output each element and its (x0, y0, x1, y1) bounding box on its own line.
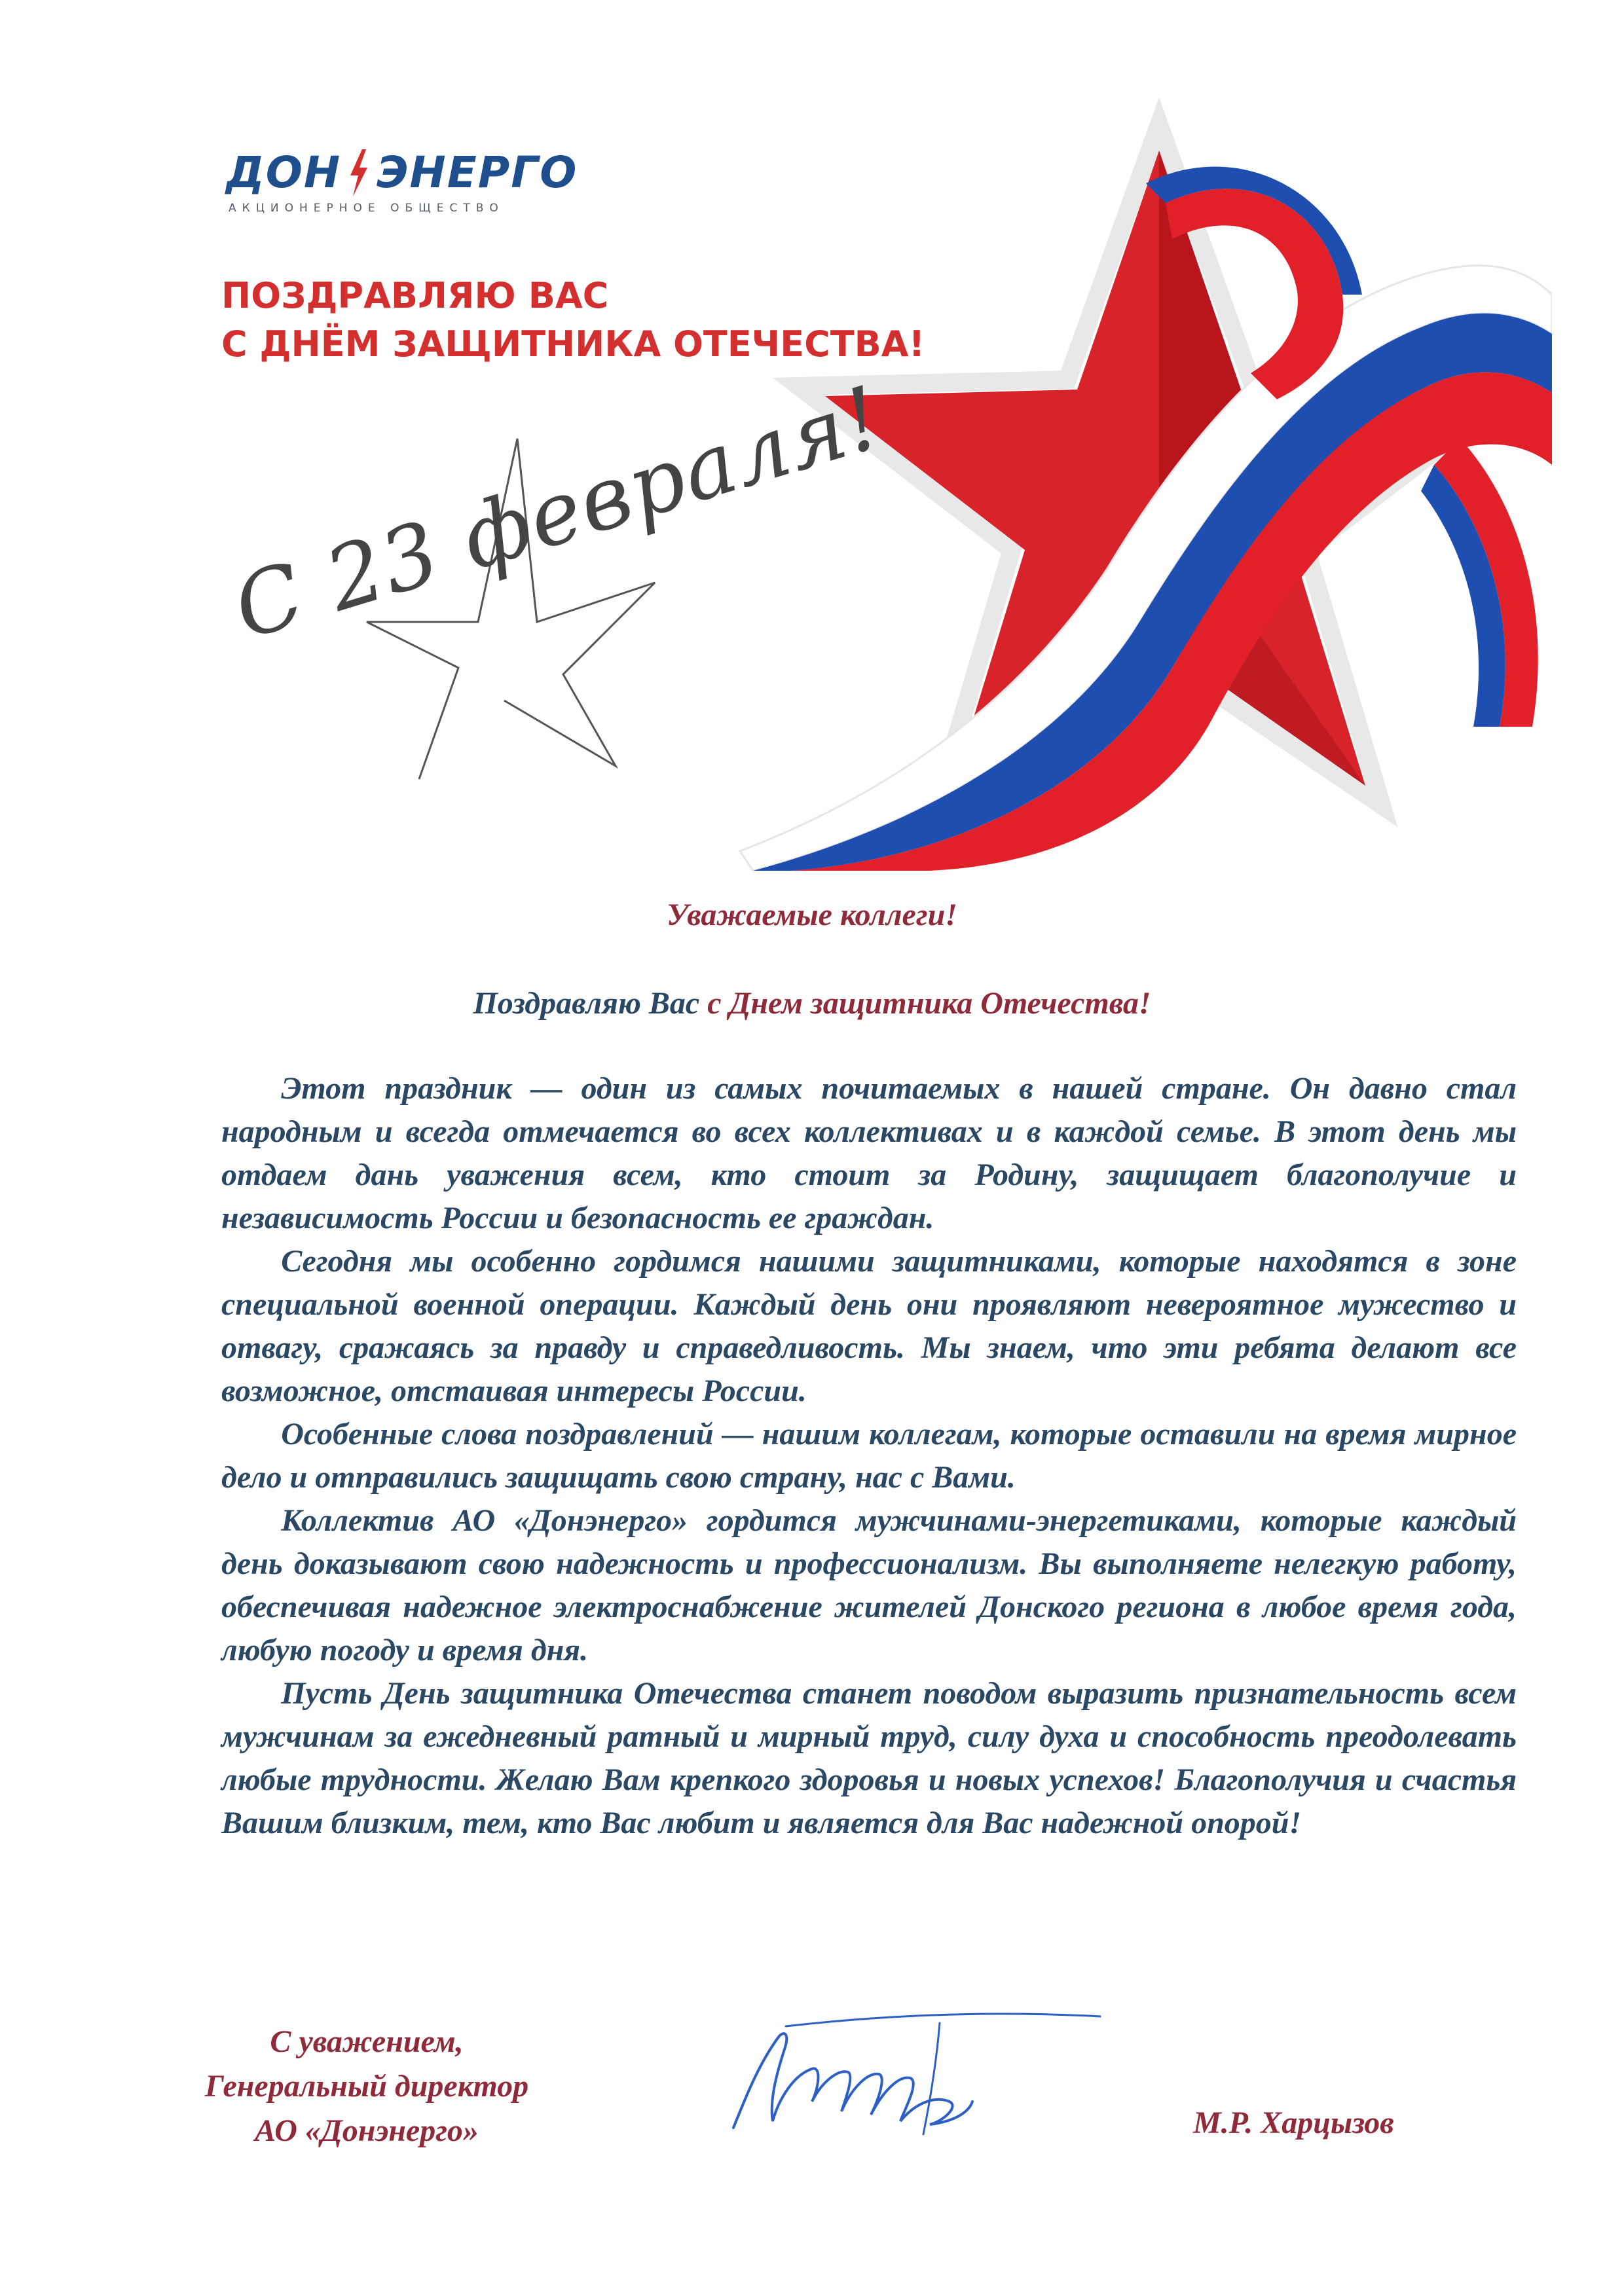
script-title: С 23 февраля! (223, 367, 895, 660)
greeting-part-1: Поздравляю Вас (473, 986, 708, 1021)
header-line-2: С ДНЁМ ЗАЩИТНИКА ОТЕЧЕСТВА! (221, 323, 925, 365)
signoff-line-1: С уважением, (270, 2024, 464, 2059)
logo-subtitle: АКЦИОНЕРНОЕ ОБЩЕСТВО (229, 202, 504, 215)
lightning-bolt-icon (348, 149, 370, 196)
greeting-part-2: с Днем защитника Отечества! (707, 986, 1151, 1021)
paragraph: Этот праздник — один из самых почитаемых в нашей стране. Он давно стал народным и всегда отмечается во всех коллективах и в каждой семье. В этот день мы отдаем дань уважения всем, кто стоит за Родину, защищает благополучие и независимость России и безопасность ее граждан. (221, 1071, 1517, 1235)
paragraph: Коллектив АО «Донэнерго» гордится мужчинами-энергетиками, которые каждый день доказывают свою надежность и профессионализм. Вы выполняете нелегкую работу, обеспечивая надежное электроснабжение жителей Донского региона в любое время года, любую погоду и время дня. (221, 1503, 1517, 1667)
signoff-line-3: АО «Донэнерго» (255, 2113, 479, 2148)
star-ribbon-illustration (714, 98, 1552, 871)
signer-name: М.Р. Харцызов (1193, 2105, 1394, 2140)
script-title-area (196, 367, 895, 792)
signoff-line-2: Генеральный директор (204, 2069, 529, 2104)
signoff-block (128, 2020, 606, 2153)
paragraph: Особенные слова поздравлений — нашим коллегам, которые оставили на время мирное дело и отправились защищать свою страну, нас с Вами. (221, 1417, 1517, 1495)
paragraph: Пусть День защитника Отечества станет поводом выразить признательность всем мужчинам за ежедневный ратный и мирный труд, силу духа и способность преодолевать любые трудности. Желаю Вам крепкого здоровья и новых успехов! Благополучия и счастья Вашим близким, тем, кто Вас любит и является для Вас надежной опорой! (221, 1676, 1517, 1840)
company-logo (226, 147, 580, 215)
salutation: Уважаемые коллеги! (667, 898, 957, 932)
header-line-1: ПОЗДРАВЛЯЮ ВАС (221, 275, 609, 316)
logo-word-left: ДОН (226, 147, 342, 198)
letter-body (221, 1067, 1517, 1845)
handwritten-signature (707, 1997, 1113, 2154)
logo-word-right: ЭНЕРГО (377, 147, 578, 198)
greeting-line (0, 985, 1624, 1021)
paragraph: Сегодня мы особенно гордимся нашими защитниками, которые находятся в зоне специальной военной операции. Каждый день они проявляют невероятное мужество и отвагу, сражаясь за правду и справедливость. Мы знаем, что эти ребята делают все возможное, отстаивая интересы России. (221, 1244, 1517, 1408)
